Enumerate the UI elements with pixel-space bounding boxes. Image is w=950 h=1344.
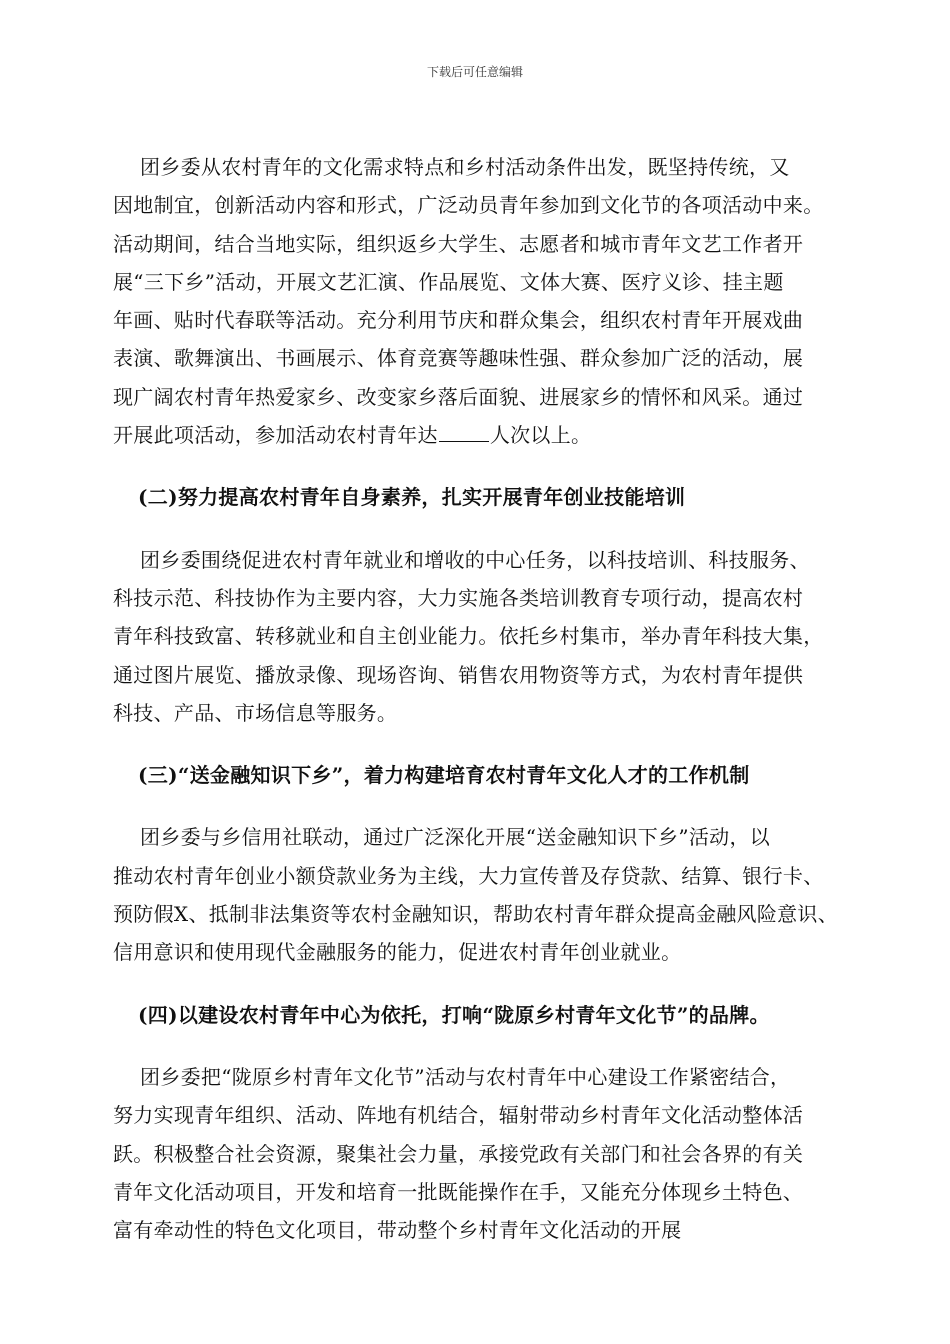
paragraph-1-line: 活动期间，结合当地实际，组织返乡大学生、志愿者和城市青年文艺工作者开 bbox=[113, 232, 804, 256]
paragraph-1-line: 现广阔农村青年热爱家乡、改变家乡落后面貌、进展家乡的情怀和风采。通过 bbox=[113, 385, 804, 409]
paragraph-4-line: 富有牵动性的特色文化项目，带动整个乡村青年文化活动的开展 bbox=[113, 1218, 682, 1242]
paragraph-2-line: 青年科技致富、转移就业和自主创业能力。依托乡村集市，举办青年科技大集， bbox=[113, 624, 824, 648]
page-header: 下载后可任意编辑 bbox=[426, 65, 523, 79]
paragraph-1-last-line bbox=[113, 422, 591, 448]
paragraph-2-line: 科技、产品、市场信息等服务。 bbox=[113, 701, 398, 725]
paragraph-2-line: 通过图片展览、播放录像、现场咨询、销售农用物资等方式，为农村青年提供 bbox=[113, 663, 804, 687]
paragraph-1-text-before-blank: 开展此项活动，参加活动农村青年达 bbox=[113, 423, 438, 447]
paragraph-1-text-after-blank: 人次以上。 bbox=[489, 423, 592, 447]
paragraph-2-line: 团乡委围绕促进农村青年就业和增收的中心任务，以科技培训、科技服务、 bbox=[140, 548, 810, 572]
paragraph-4-line: 跃。积极整合社会资源，聚集社会力量，承接党政有关部门和社会各界的有关 bbox=[113, 1142, 804, 1166]
paragraph-3-line: 推动农村青年创业小额贷款业务为主线，大力宣传普及存贷款、结算、银行卡、 bbox=[113, 864, 824, 888]
paragraph-1-line: 团乡委从农村青年的文化需求特点和乡村活动条件出发，既坚持传统，又 bbox=[140, 155, 790, 179]
paragraph-4-line: 青年文化活动项目，开发和培育一批既能操作在手，又能充分体现乡土特色、 bbox=[113, 1180, 804, 1204]
paragraph-1-line: 展“三下乡”活动，开展文艺汇演、作品展览、文体大赛、医疗义诊、挂主题 bbox=[113, 270, 784, 294]
fill-in-blank bbox=[439, 423, 489, 442]
section-heading-2: (二)努力提高农村青年自身素养，扎实开展青年创业技能培训 bbox=[138, 485, 686, 509]
paragraph-3-line: 预防假X、抵制非法集资等农村金融知识，帮助农村青年群众提高金融风险意识、 bbox=[113, 902, 839, 926]
paragraph-1-line: 因地制宜，创新活动内容和形式，广泛动员青年参加到文化节的各项活动中来。 bbox=[113, 193, 824, 217]
paragraph-1-line: 年画、贴时代春联等活动。充分利用节庆和群众集会，组织农村青年开展戏曲 bbox=[113, 308, 804, 332]
section-heading-3: (三)“送金融知识下乡”，着力构建培育农村青年文化人才的工作机制 bbox=[138, 763, 750, 787]
paragraph-1-line: 表演、歌舞演出、书画展示、体育竞赛等趣味性强、群众参加广泛的活动，展 bbox=[113, 346, 804, 370]
paragraph-4-line: 团乡委把“陇原乡村青年文化节”活动与农村青年中心建设工作紧密结合， bbox=[140, 1065, 791, 1089]
paragraph-3-line: 团乡委与乡信用社联动，通过广泛深化开展“送金融知识下乡”活动，以 bbox=[140, 825, 771, 849]
section-heading-4: (四)以建设农村青年中心为依托，打响“陇原乡村青年文化节”的品牌。 bbox=[138, 1003, 770, 1027]
paragraph-4-line: 努力实现青年组织、活动、阵地有机结合，辐射带动乡村青年文化活动整体活 bbox=[113, 1103, 804, 1127]
paragraph-3-line: 信用意识和使用现代金融服务的能力，促进农村青年创业就业。 bbox=[113, 940, 682, 964]
paragraph-2-line: 科技示范、科技协作为主要内容，大力实施各类培训教育专项行动，提高农村 bbox=[113, 586, 804, 610]
